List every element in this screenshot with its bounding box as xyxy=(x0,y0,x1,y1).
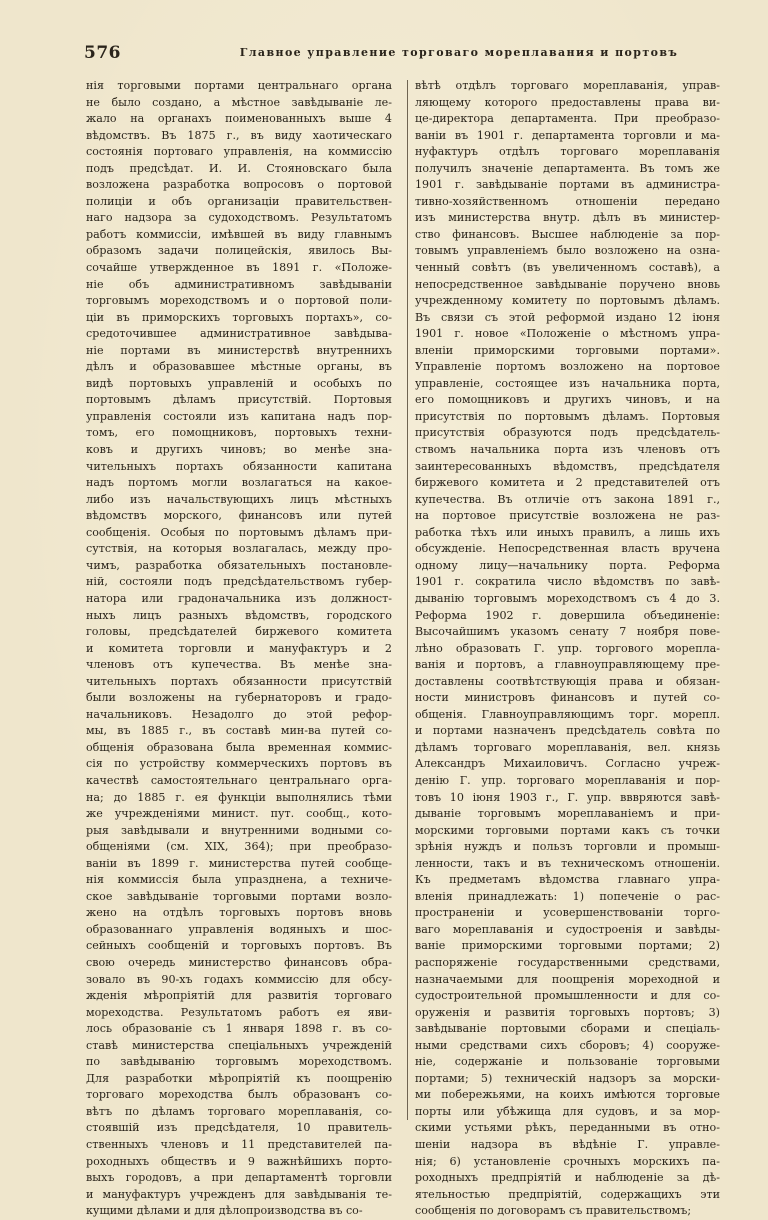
text-line: завѣдываніе портовыми сборами и спеціаль- xyxy=(415,1022,720,1036)
text-line: качествѣ самостоятельнаго центральнаго орга- xyxy=(86,773,392,787)
text-line: средоточившее административное завѣдыва- xyxy=(86,327,392,341)
text-line: распоряженіе государственными средствами, xyxy=(415,955,720,969)
text-line: вленія принадлежать: 1) попеченіе о рас- xyxy=(415,889,720,903)
text-line: жденія мѣропріятій для развитія торговаго xyxy=(86,989,392,1003)
text-line: сообщенія. Особыя по портовымъ дѣламъ при- xyxy=(86,525,392,539)
text-line: на; до 1885 г. ея функціи выполнялись тѣми xyxy=(86,790,392,804)
text-line: зрѣнія нуждъ и пользъ торговли и промыш- xyxy=(415,840,720,854)
text-line: мореходства. Результатомъ работъ ея яви- xyxy=(86,1005,392,1019)
text-line: роходныхъ предпріятій и наблюденіе за дѣ- xyxy=(415,1171,720,1185)
text-line: полиціи и объ организаціи правительствен- xyxy=(86,194,392,208)
text-line: ство финансовъ. Высшее наблюденіе за пор- xyxy=(415,227,720,241)
page-header xyxy=(84,43,714,67)
text-line: товымъ управленіемъ было возложено на озна- xyxy=(415,244,720,258)
text-line: дыванію торговымъ мореходствомъ съ 4 до 3. xyxy=(415,591,720,605)
text-line: подъ предсѣдат. И. И. Стояновскаго была xyxy=(86,161,392,175)
text-line: ціи въ приморскихъ торговыхъ портахъ», со- xyxy=(86,310,392,324)
text-line: присутствія по портовымъ дѣламъ. Портовыя xyxy=(415,409,720,423)
text-line: свою очередь министерство финансовъ обра- xyxy=(86,955,392,969)
text-line: дываніе торговымъ мореплаваніемъ и при- xyxy=(415,807,720,821)
text-line: нія; 6) установленіе срочныхъ морскихъ па- xyxy=(415,1154,720,1168)
text-line: непосредственное завѣдываніе поручено вновь xyxy=(415,277,720,291)
text-line: ніе портами въ министерствѣ внутреннихъ xyxy=(86,343,392,357)
right-text-column xyxy=(415,78,720,1220)
text-line: выхъ городовъ, а при департаментѣ торговли xyxy=(86,1171,392,1185)
text-line: чительныхъ портахъ обязанности капитана xyxy=(86,459,392,473)
text-line: мы, въ 1885 г., въ составѣ мин-ва путей со- xyxy=(86,724,392,738)
text-line: Высочайшимъ указомъ сенату 7 ноября пове- xyxy=(415,625,720,639)
text-line: сейныхъ сообщеній и торговыхъ портовъ. Въ xyxy=(86,939,392,953)
text-line: оруженія и развитія торговыхъ портовъ; 3) xyxy=(415,1005,720,1019)
text-line: 1901 г. завѣдываніе портами въ администра- xyxy=(415,178,720,192)
text-line: доставлены соотвѣтствующія права и обязан- xyxy=(415,674,720,688)
text-line: ченный совѣтъ (въ увеличенномъ составѣ), а xyxy=(415,261,720,275)
text-line: надъ портомъ могли возлагаться на какое- xyxy=(86,476,392,490)
text-line: ственныхъ членовъ и 11 представителей па- xyxy=(86,1138,392,1151)
text-line: ми побережьями, на коихъ имѣются торговые xyxy=(415,1088,720,1102)
text-line: по завѣдыванію торговымъ мореходствомъ. xyxy=(86,1055,392,1069)
text-line: учрежденному комитету по портовымъ дѣламъ. xyxy=(415,294,720,308)
text-line: образованнаго управленія водяныхъ и шос- xyxy=(86,922,392,936)
text-line: ляющему которого предоставлены права ви- xyxy=(415,95,720,109)
text-line: лось образованіе съ 1 января 1898 г. въ со- xyxy=(86,1022,392,1036)
text-line: вленіи приморскими торговыми портами». xyxy=(415,343,720,357)
text-line: ское завѣдываніе торговыми портами возло- xyxy=(86,889,392,903)
text-line: портовымъ дѣламъ присутствій. Портовыя xyxy=(86,393,392,407)
left-text-column xyxy=(86,78,392,1220)
text-line: чительныхъ портахъ обязанности присутствій xyxy=(86,674,392,688)
text-line: управленіе, состоящее изъ начальника порта, xyxy=(415,376,720,390)
text-line: морскими торговыми портами какъ съ точки xyxy=(415,823,720,837)
text-line: ванія и портовъ, а главноуправляющему пре- xyxy=(415,658,720,672)
text-line: рыя завѣдывали и внутренними водными со- xyxy=(86,823,392,837)
text-line: роходныхъ обществъ и 9 важнѣйшихъ порто- xyxy=(86,1154,392,1168)
text-line: ніе объ административномъ завѣдываніи xyxy=(86,277,392,291)
text-line: же учрежденіями минист. пут. сообщ., кото- xyxy=(86,807,392,821)
text-line: томъ, его помощниковъ, портовыхъ техни- xyxy=(86,426,392,440)
text-line: Александръ Михаиловичъ. Согласно учреж- xyxy=(415,757,720,771)
text-line: порты или убѣжища для судовъ, и за мор- xyxy=(415,1104,720,1118)
text-line: сочайше утвержденное въ 1891 г. «Положе- xyxy=(86,261,392,275)
text-line: ности министровъ финансовъ и путей со- xyxy=(415,691,720,705)
text-line: пространеніи и усовершенствованіи торго- xyxy=(415,906,720,920)
text-line: нія коммиссія была упразднена, а техниче- xyxy=(86,873,392,887)
text-line: на портовое присутствіе возложена не раз- xyxy=(415,509,720,523)
text-line: биржевого комитета и 2 представителей отъ xyxy=(415,476,720,490)
text-line: торговаго мореходства былъ образованъ со- xyxy=(86,1088,392,1102)
text-line: денію Г. упр. торговаго мореплаванія и пор- xyxy=(415,773,720,787)
text-line: ваніи въ 1901 г. департамента торговли и ма- xyxy=(415,128,720,142)
text-line: ніе, содержаніе и пользованіе торговыми xyxy=(415,1055,720,1069)
text-line: 1901 г. сократила число вѣдомствъ по завѣ- xyxy=(415,575,720,589)
text-line: образомъ задачи полицейскія, явилось Вы- xyxy=(86,244,392,258)
text-line: не было создано, а мѣстное завѣдываніе ле- xyxy=(86,95,392,109)
text-line: сообщенія по договорамъ съ правительствомъ; xyxy=(415,1204,692,1218)
text-line: видѣ портовыхъ управленій и особыхъ по xyxy=(86,376,392,390)
text-line: и мануфактуръ учрежденъ для завѣдыванія те- xyxy=(86,1187,392,1201)
text-line: вѣдомствъ. Въ 1875 г., въ виду хаотическаго xyxy=(86,128,392,142)
text-line: наго надзора за судоходствомъ. Результатомъ xyxy=(86,211,392,225)
text-line: сутствія, на которыя возлагалась, между про- xyxy=(86,542,392,556)
text-line: Реформа 1902 г. довершила объединеніе: xyxy=(415,608,720,622)
text-line: ваніи въ 1899 г. министерства путей сообще- xyxy=(86,856,392,870)
text-line: сія по устройству коммерческихъ портовъ въ xyxy=(86,757,392,771)
text-line: вѣдомствъ морского, финансовъ или путей xyxy=(86,509,392,523)
text-line: возложена разработка вопросовъ о портовой xyxy=(86,178,392,192)
text-line: Управленіе портомъ возложено на портовое xyxy=(415,360,720,374)
running-head: Главное управление торговаго мореплавания и портовъ xyxy=(239,46,679,59)
text-line: были возложены на губернаторовъ и градо- xyxy=(86,691,392,705)
text-line: ствомъ начальника порта изъ членовъ отъ xyxy=(415,443,720,457)
text-line: ваго мореплаванія и судостроенія и завѣды- xyxy=(415,922,720,936)
text-line: чимъ, разработка обязательныхъ постановле- xyxy=(86,558,392,572)
text-line: ставѣ министерства спеціальныхъ учрежденій xyxy=(86,1038,392,1052)
text-line: Къ предметамъ вѣдомства главнаго упра- xyxy=(415,873,720,887)
text-line: ныхъ лицъ разныхъ вѣдомствъ, городского xyxy=(86,608,392,622)
text-line: ній, состояли подъ предсѣдательствомъ губер- xyxy=(86,575,392,589)
text-line: вѣтъ по дѣламъ торговаго мореплаванія, со- xyxy=(86,1104,392,1118)
text-line: общенія. Главноуправляющимъ торг. морепл. xyxy=(415,707,720,721)
page-number: 576 xyxy=(84,43,121,63)
text-line: жено на отдѣлъ торговыхъ портовъ вновь xyxy=(86,906,392,920)
text-line: ваніе приморскими торговыми портами; 2) xyxy=(415,939,720,953)
text-line: вѣтѣ отдѣлъ торговаго мореплаванія, управ- xyxy=(415,79,720,92)
text-line: его помощниковъ и другихъ чиновъ, и на xyxy=(415,393,720,407)
text-line: зовало въ 90-хъ годахъ коммиссію для обсу- xyxy=(86,972,392,986)
text-line: це-директора департамента. При преобразо- xyxy=(415,112,720,126)
text-line: присутствія образуются подъ предсѣдатель- xyxy=(415,426,720,440)
text-line: лѣно образовать Г. упр. торгового морепла- xyxy=(415,641,720,655)
text-line: ными средствами сихъ сборовъ; 4) сооруже- xyxy=(415,1038,720,1052)
text-line: натора или градоначальника изъ должност- xyxy=(86,591,392,605)
text-line: головы, предсѣдателей биржевого комитета xyxy=(86,625,392,639)
text-line: стоявшій изъ предсѣдателя, 10 правитель- xyxy=(86,1121,392,1135)
text-line: членовъ отъ купечества. Въ менѣе зна- xyxy=(86,658,392,672)
text-line: судостроительной промышленности и для со- xyxy=(415,989,720,1003)
text-line: общенія образована была временная коммис- xyxy=(86,740,392,754)
text-line: ятельностью предпріятій, содержащихъ эти xyxy=(415,1187,720,1201)
text-line: изъ министерства внутр. дѣлъ въ министер- xyxy=(415,211,720,225)
text-line: дѣлъ и образовавшее мѣстные органы, въ xyxy=(86,360,392,374)
text-line: торговымъ мореходствомъ и о портовой поли- xyxy=(86,294,392,308)
text-line: работъ коммиссіи, имѣвшей въ виду главнымъ xyxy=(86,227,392,241)
text-line: одному лицу—начальнику порта. Реформа xyxy=(415,558,720,572)
text-line: общеніями (см. XIX, 364); при преобразо- xyxy=(86,840,392,854)
text-line: нія торговыми портами центральнаго органа xyxy=(86,79,392,92)
column-divider xyxy=(407,80,408,1120)
text-line: обсужденіе. Непосредственная власть вручена xyxy=(415,542,720,556)
text-line: получилъ значеніе департамента. Въ томъ же xyxy=(415,161,720,175)
text-line: купечества. Въ отличіе отъ закона 1891 г., xyxy=(415,492,720,506)
text-line: либо изъ начальствующихъ лицъ мѣстныхъ xyxy=(86,492,392,506)
text-line: ленности, такъ и въ техническомъ отношеніи. xyxy=(415,856,720,870)
text-line: заинтересованныхъ вѣдомствъ, предсѣдателя xyxy=(415,459,720,473)
text-line: работка тѣхъ или иныхъ правилъ, а лишь ихъ xyxy=(415,525,720,539)
text-line: товъ 10 іюня 1903 г., Г. упр. вввряются завѣ- xyxy=(415,790,720,804)
text-line: начальниковъ. Незадолго до этой рефор- xyxy=(86,707,392,721)
text-line: Въ связи съ этой реформой издано 12 іюня xyxy=(415,310,720,324)
text-line: шеніи надзора въ вѣдѣніе Г. управле- xyxy=(415,1138,720,1151)
text-line: и портами назначенъ предсѣдатель совѣта по xyxy=(415,724,720,738)
text-line: Для разработки мѣропріятій къ поощренію xyxy=(86,1071,392,1085)
text-line: скими устьями рѣкъ, переданными въ отно- xyxy=(415,1121,720,1135)
text-line: жало на органахъ поименованныхъ выше 4 xyxy=(86,112,392,126)
text-line: ковъ и другихъ чиновъ; во менѣе зна- xyxy=(86,443,392,457)
text-line: портами; 5) техническій надзоръ за морски- xyxy=(415,1071,720,1085)
text-line: нуфактуръ отдѣлъ торговаго мореплаванія xyxy=(415,145,720,159)
text-line: управленія состояли изъ капитана надъ пор- xyxy=(86,409,392,423)
text-line: назначаемыми для поощренія мореходной и xyxy=(415,972,720,986)
text-line: 1901 г. новое «Положеніе о мѣстномъ упра- xyxy=(415,327,720,341)
text-line: состоянія портоваго управленія, на коммиссію xyxy=(86,145,392,159)
text-line: тивно-хозяйственномъ отношеніи передано xyxy=(415,194,720,208)
text-line: и комитета торговли и мануфактуръ и 2 xyxy=(86,641,392,655)
text-line: дѣламъ торговаго мореплаванія, вел. князь xyxy=(415,740,720,754)
text-line: кущими дѣлами и для дѣлопроизводства въ со- xyxy=(86,1204,363,1218)
